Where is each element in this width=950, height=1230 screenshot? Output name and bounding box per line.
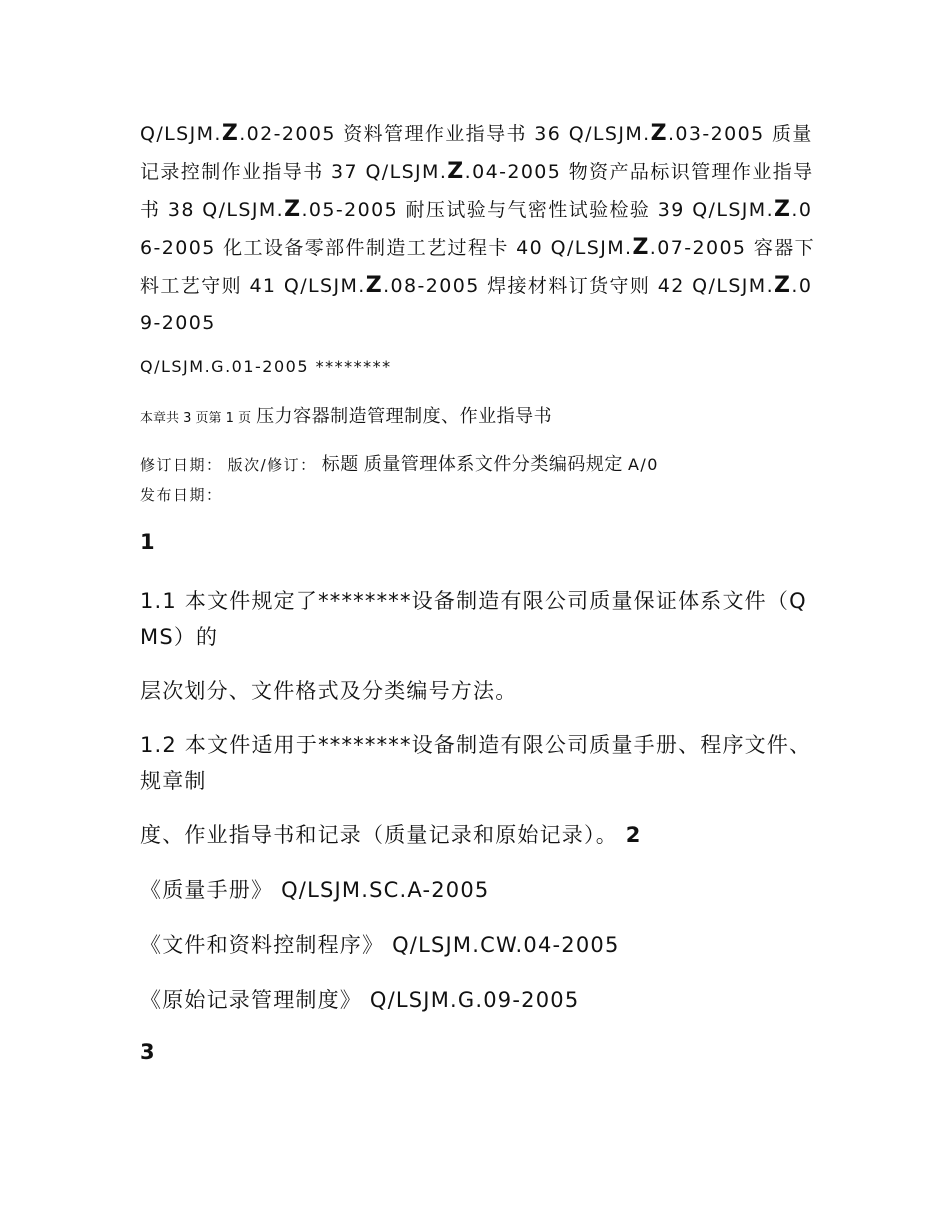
version-label: 版次/修订： — [227, 456, 317, 474]
toc-text: .05-2005 耐压试验与气密性试验检验 39 Q/LSJM. — [301, 199, 775, 221]
paragraph-1-1: 1.1 本文件规定了********设备制造有限公司质量保证体系文件（QMS）的 — [140, 589, 807, 649]
toc-z: Z — [650, 121, 668, 146]
toc-z: Z — [774, 197, 792, 222]
section-3-number: 3 — [140, 1040, 155, 1064]
paragraph-1-1-cont: 层次划分、文件格式及分类编号方法。 — [140, 679, 518, 703]
toc-z: Z — [221, 121, 240, 146]
toc-text: .03-2005 质量记录控制作业指导书 37 Q/LSJM. — [140, 123, 813, 183]
page-header — [140, 402, 820, 428]
toc-z: Z — [365, 273, 384, 298]
version-value: A/0 — [627, 455, 659, 474]
toc-text: Q/LSJM. — [140, 123, 222, 145]
section-1-number: 1 — [140, 530, 155, 554]
toc-text: .07-2005 容器下料工艺守则 41 Q/LSJM. — [140, 237, 816, 297]
code-line: Q/LSJM.G.01-2005 ******** — [140, 357, 392, 376]
toc-text: .06-2005 化工设备零部件制造工艺过程卡 40 Q/LSJM. — [140, 199, 813, 259]
reference-quality-manual: 《质量手册》 Q/LSJM.SC.A-2005 — [140, 878, 490, 902]
toc-z: Z — [774, 273, 792, 298]
toc-text: .02-2005 资料管理作业指导书 36 Q/LSJM. — [239, 123, 651, 145]
meta-block — [140, 450, 820, 510]
toc-text: .09-2005 — [140, 275, 813, 334]
toc-z: Z — [284, 197, 302, 222]
paragraph-1-2-cont — [140, 817, 820, 853]
section-2-number: 2 — [625, 823, 642, 847]
paragraph-1-2: 1.2 本文件适用于********设备制造有限公司质量手册、程序文件、规章制 — [140, 733, 812, 793]
toc-text: .08-2005 焊接材料订货守则 42 Q/LSJM. — [383, 275, 775, 297]
publish-date-label: 发布日期： — [140, 486, 223, 504]
toc-z: Z — [632, 235, 650, 260]
page-info: 本章共 3 页第 1 页 — [140, 411, 252, 426]
document-page — [140, 0, 820, 1230]
revise-date-label: 修订日期： — [140, 456, 223, 474]
toc-text: .04-2005 物资产品标识管理作业指导书 38 Q/LSJM. — [140, 161, 814, 221]
toc-z: Z — [447, 159, 465, 184]
reference-document-control: 《文件和资料控制程序》 Q/LSJM.CW.04-2005 — [140, 933, 620, 957]
reference-original-records: 《原始记录管理制度》 Q/LSJM.G.09-2005 — [140, 988, 580, 1012]
paragraph-1-2-text: 度、作业指导书和记录（质量记录和原始记录）。 — [140, 823, 618, 847]
doc-title: 质量管理体系文件分类编码规定 — [363, 454, 623, 475]
title-label: 标题 — [321, 454, 359, 475]
chapter-title: 压力容器制造管理制度、作业指导书 — [256, 406, 553, 427]
toc-paragraph — [140, 115, 820, 342]
